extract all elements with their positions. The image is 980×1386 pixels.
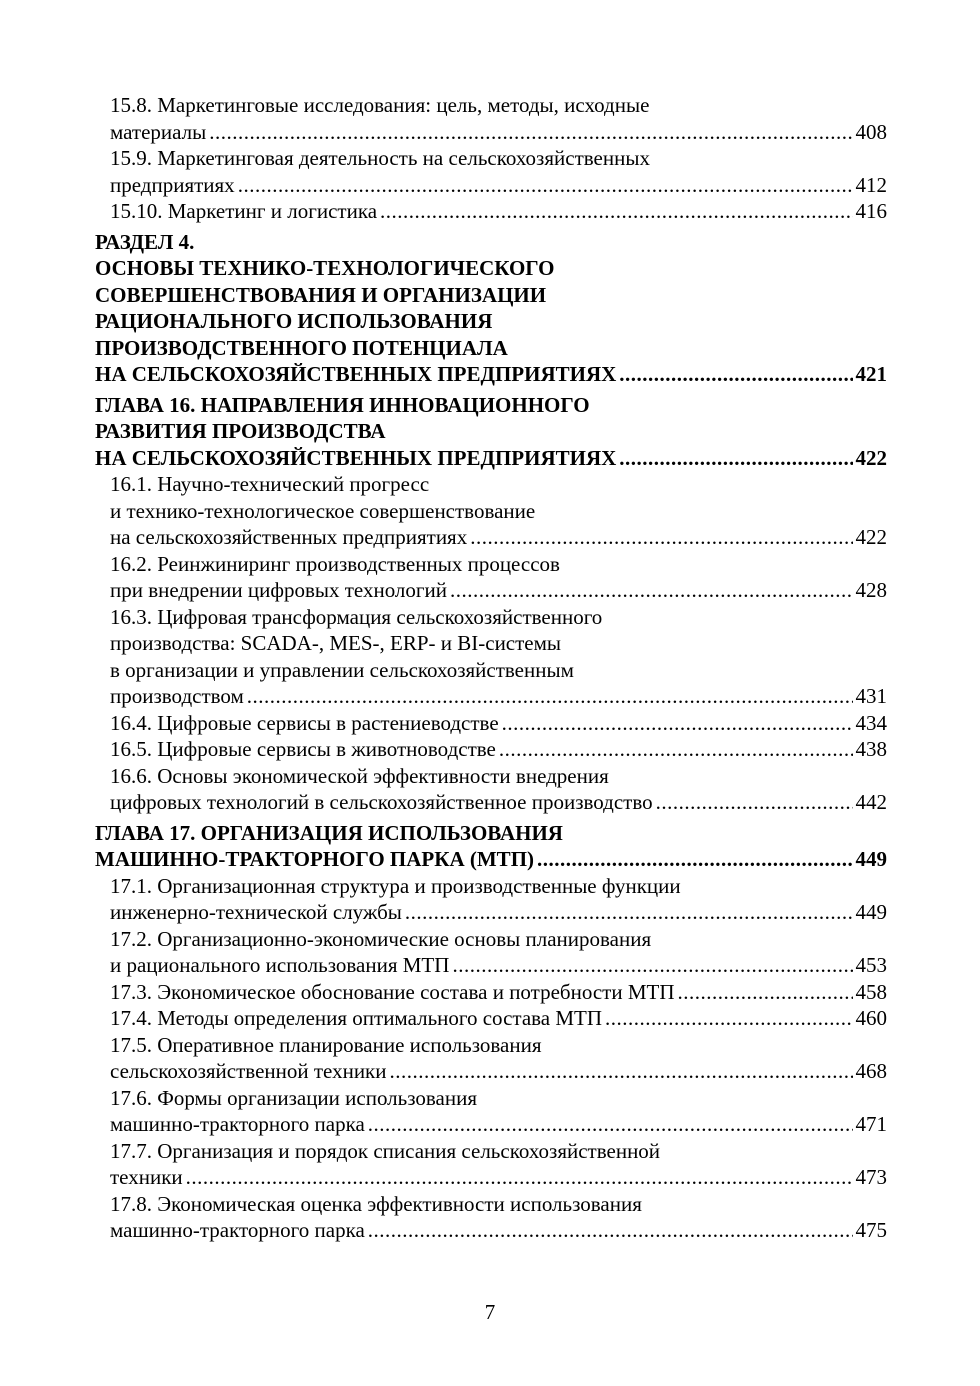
- toc-entry: [95, 736, 887, 763]
- toc-page-number: 449: [855, 900, 887, 924]
- toc-entry-title-line: материалы: [110, 119, 207, 144]
- toc-entry-title-line: 17.2. Организационно-экономические основы планирования: [110, 926, 652, 951]
- toc-entry-title-line: 15.9. Маркетинговая деятельность на сельскохозяйственных: [110, 146, 650, 170]
- toc-entry-last-line: [110, 524, 887, 551]
- toc-entry-title-line: производством: [110, 684, 244, 708]
- toc-entry: [95, 551, 887, 604]
- toc-page-number: 471: [855, 1112, 887, 1136]
- dot-leader: [656, 789, 853, 816]
- dot-leader: [619, 361, 852, 388]
- toc-page-number: 422: [855, 525, 887, 549]
- toc-entry-title-line: производства: SCADA-, MES-, ERP- и BI-системы: [110, 631, 562, 655]
- toc-entry: [95, 1005, 887, 1032]
- toc-entry: [95, 926, 887, 979]
- dot-leader: [499, 736, 853, 763]
- table-of-contents: [95, 92, 887, 1244]
- toc-entry-last-line: [95, 846, 887, 873]
- toc-entry-title-line: 15.8. Маркетинговые исследования: цель, методы, исходные: [110, 93, 650, 117]
- toc-page-number: 473: [855, 1165, 887, 1189]
- toc-page-number: 438: [855, 737, 887, 761]
- dot-leader: [368, 1111, 853, 1138]
- dot-leader: [605, 1005, 852, 1032]
- toc-entry-title-line: и рационального использования МТП: [110, 953, 450, 977]
- toc-page-number: 408: [855, 119, 887, 144]
- toc-entry-last-line: [110, 1058, 887, 1085]
- toc-entry-title-line: 16.4. Цифровые сервисы в растениеводстве: [110, 710, 499, 735]
- toc-page-number: 460: [855, 1006, 887, 1030]
- toc-entry-title-line: 17.4. Методы определения оптимального состава МТП: [110, 1006, 603, 1030]
- toc-entry-title-line: 17.5. Оперативное планирование использования: [110, 1032, 542, 1057]
- toc-page-number: 434: [855, 710, 887, 735]
- toc-entry-title-line: и технико-технологическое совершенствование: [110, 498, 536, 523]
- toc-page-number: 468: [855, 1059, 887, 1083]
- dot-leader: [619, 445, 852, 472]
- toc-entry-title-line: РАЗДЕЛ 4.: [95, 229, 195, 254]
- toc-entry: [95, 604, 887, 710]
- page-number: 7: [484, 1300, 496, 1324]
- dot-leader: [470, 524, 852, 551]
- toc-entry-title-line: ОСНОВЫ ТЕХНИКО-ТЕХНОЛОГИЧЕСКОГО: [95, 256, 555, 280]
- toc-entry-title-line: цифровых технологий в сельскохозяйственное производство: [110, 790, 653, 814]
- toc-entry-title-line: 16.6. Основы экономической эффективности внедрения: [110, 763, 609, 788]
- toc-entry: [95, 92, 887, 145]
- toc-entry-title-line: техники: [110, 1165, 183, 1189]
- toc-entry-title-line: 17.3. Экономическое обоснование состава и потребности МТП: [110, 979, 675, 1004]
- toc-page-number: 453: [855, 953, 887, 977]
- toc-entry-last-line: [110, 1005, 887, 1032]
- toc-section-heading: [95, 392, 887, 472]
- toc-entry-title-line: 16.2. Реинжиниринг производственных процессов: [110, 551, 560, 576]
- toc-page-number: 458: [855, 979, 887, 1004]
- toc-entry-last-line: [95, 361, 887, 388]
- dot-leader: [247, 683, 853, 710]
- toc-entry-last-line: [95, 445, 887, 472]
- toc-entry: [95, 1085, 887, 1138]
- dot-leader: [209, 119, 852, 146]
- dot-leader: [502, 710, 853, 737]
- toc-entry-title-line: 15.10. Маркетинг и логистика: [110, 199, 378, 223]
- toc-page-number: 422: [855, 445, 887, 470]
- toc-entry-last-line: [110, 789, 887, 816]
- toc-entry-last-line: [110, 952, 887, 979]
- toc-entry-last-line: [110, 1164, 887, 1191]
- toc-entry-title-line: машинно-тракторного парка: [110, 1112, 365, 1136]
- toc-entry-title-line: при внедрении цифровых технологий: [110, 578, 448, 602]
- toc-entry-last-line: [110, 119, 887, 146]
- toc-entry-title-line: машинно-тракторного парка: [110, 1218, 365, 1242]
- dot-leader: [368, 1217, 853, 1244]
- toc-entry-last-line: [110, 577, 887, 604]
- toc-entry-last-line: [110, 710, 887, 737]
- toc-entry-last-line: [110, 899, 887, 926]
- toc-entry-title-line: РАЦИОНАЛЬНОГО ИСПОЛЬЗОВАНИЯ: [95, 309, 493, 333]
- dot-leader: [238, 172, 853, 199]
- toc-entry: [95, 710, 887, 737]
- dot-leader: [452, 952, 852, 979]
- toc-entry-title-line: сельскохозяйственной техники: [110, 1059, 387, 1083]
- toc-entry-title-line: МАШИННО-ТРАКТОРНОГО ПАРКА (МТП): [95, 847, 535, 871]
- toc-entry-title-line: ГЛАВА 16. НАПРАВЛЕНИЯ ИННОВАЦИОННОГО: [95, 392, 590, 417]
- toc-entry: [95, 979, 887, 1006]
- toc-entry-title-line: в организации и управлении сельскохозяйственным: [110, 657, 574, 682]
- toc-entry: [95, 763, 887, 816]
- toc-entry-title-line: ПРОИЗВОДСТВЕННОГО ПОТЕНЦИАЛА: [95, 335, 508, 360]
- toc-entry-title-line: 17.8. Экономическая оценка эффективности использования: [110, 1191, 642, 1216]
- toc-entry-last-line: [110, 1217, 887, 1244]
- toc-entry-title-line: на сельскохозяйственных предприятиях: [110, 525, 468, 549]
- toc-entry-title-line: 16.1. Научно-технический прогресс: [110, 472, 430, 496]
- toc-page-number: 416: [855, 199, 887, 223]
- toc-page-number: 431: [855, 684, 887, 708]
- toc-page-number: 421: [855, 362, 887, 386]
- toc-page-number: 475: [855, 1218, 887, 1242]
- toc-entry-title-line: 16.3. Цифровая трансформация сельскохозяйственного: [110, 604, 603, 629]
- dot-leader: [405, 899, 853, 926]
- toc-entry: [95, 471, 887, 551]
- toc-entry-title-line: предприятиях: [110, 172, 235, 197]
- toc-page-number: 412: [855, 172, 887, 197]
- toc-entry-title-line: 17.1. Организационная структура и производственные функции: [110, 873, 681, 898]
- toc-entry-last-line: [110, 736, 887, 763]
- toc-entry-last-line: [110, 979, 887, 1006]
- toc-entry-title-line: 16.5. Цифровые сервисы в животноводстве: [110, 737, 496, 761]
- toc-entry-title-line: СОВЕРШЕНСТВОВАНИЯ И ОРГАНИЗАЦИИ: [95, 282, 547, 307]
- toc-entry-last-line: [110, 172, 887, 199]
- toc-page-number: 442: [855, 790, 887, 814]
- toc-entry-title-line: 17.7. Организация и порядок списания сельскохозяйственной: [110, 1138, 661, 1163]
- toc-entry: [95, 198, 887, 225]
- toc-entry-last-line: [110, 1111, 887, 1138]
- toc-entry: [95, 145, 887, 198]
- toc-entry-last-line: [110, 198, 887, 225]
- dot-leader: [186, 1164, 853, 1191]
- dot-leader: [390, 1058, 853, 1085]
- toc-entry: [95, 873, 887, 926]
- dot-leader: [380, 198, 852, 225]
- toc-entry: [95, 1138, 887, 1191]
- toc-entry-title-line: инженерно-технической службы: [110, 900, 402, 924]
- toc-entry: [95, 1191, 887, 1244]
- toc-entry-title-line: НА СЕЛЬСКОХОЗЯЙСТВЕННЫХ ПРЕДПРИЯТИЯХ: [95, 362, 617, 386]
- toc-section-heading: [95, 229, 887, 388]
- dot-leader: [537, 846, 852, 873]
- toc-page-number: 428: [855, 578, 887, 602]
- toc-page-number: 449: [855, 847, 887, 871]
- toc-entry-title-line: НА СЕЛЬСКОХОЗЯЙСТВЕННЫХ ПРЕДПРИЯТИЯХ: [95, 445, 617, 470]
- toc-entry-title-line: 17.6. Формы организации использования: [110, 1085, 478, 1110]
- toc-section-heading: [95, 820, 887, 873]
- toc-entry-title-line: ГЛАВА 17. ОРГАНИЗАЦИЯ ИСПОЛЬЗОВАНИЯ: [95, 820, 563, 845]
- toc-entry-last-line: [110, 683, 887, 710]
- toc-entry-title-line: РАЗВИТИЯ ПРОИЗВОДСТВА: [95, 419, 386, 443]
- dot-leader: [678, 979, 853, 1006]
- dot-leader: [450, 577, 852, 604]
- toc-entry: [95, 1032, 887, 1085]
